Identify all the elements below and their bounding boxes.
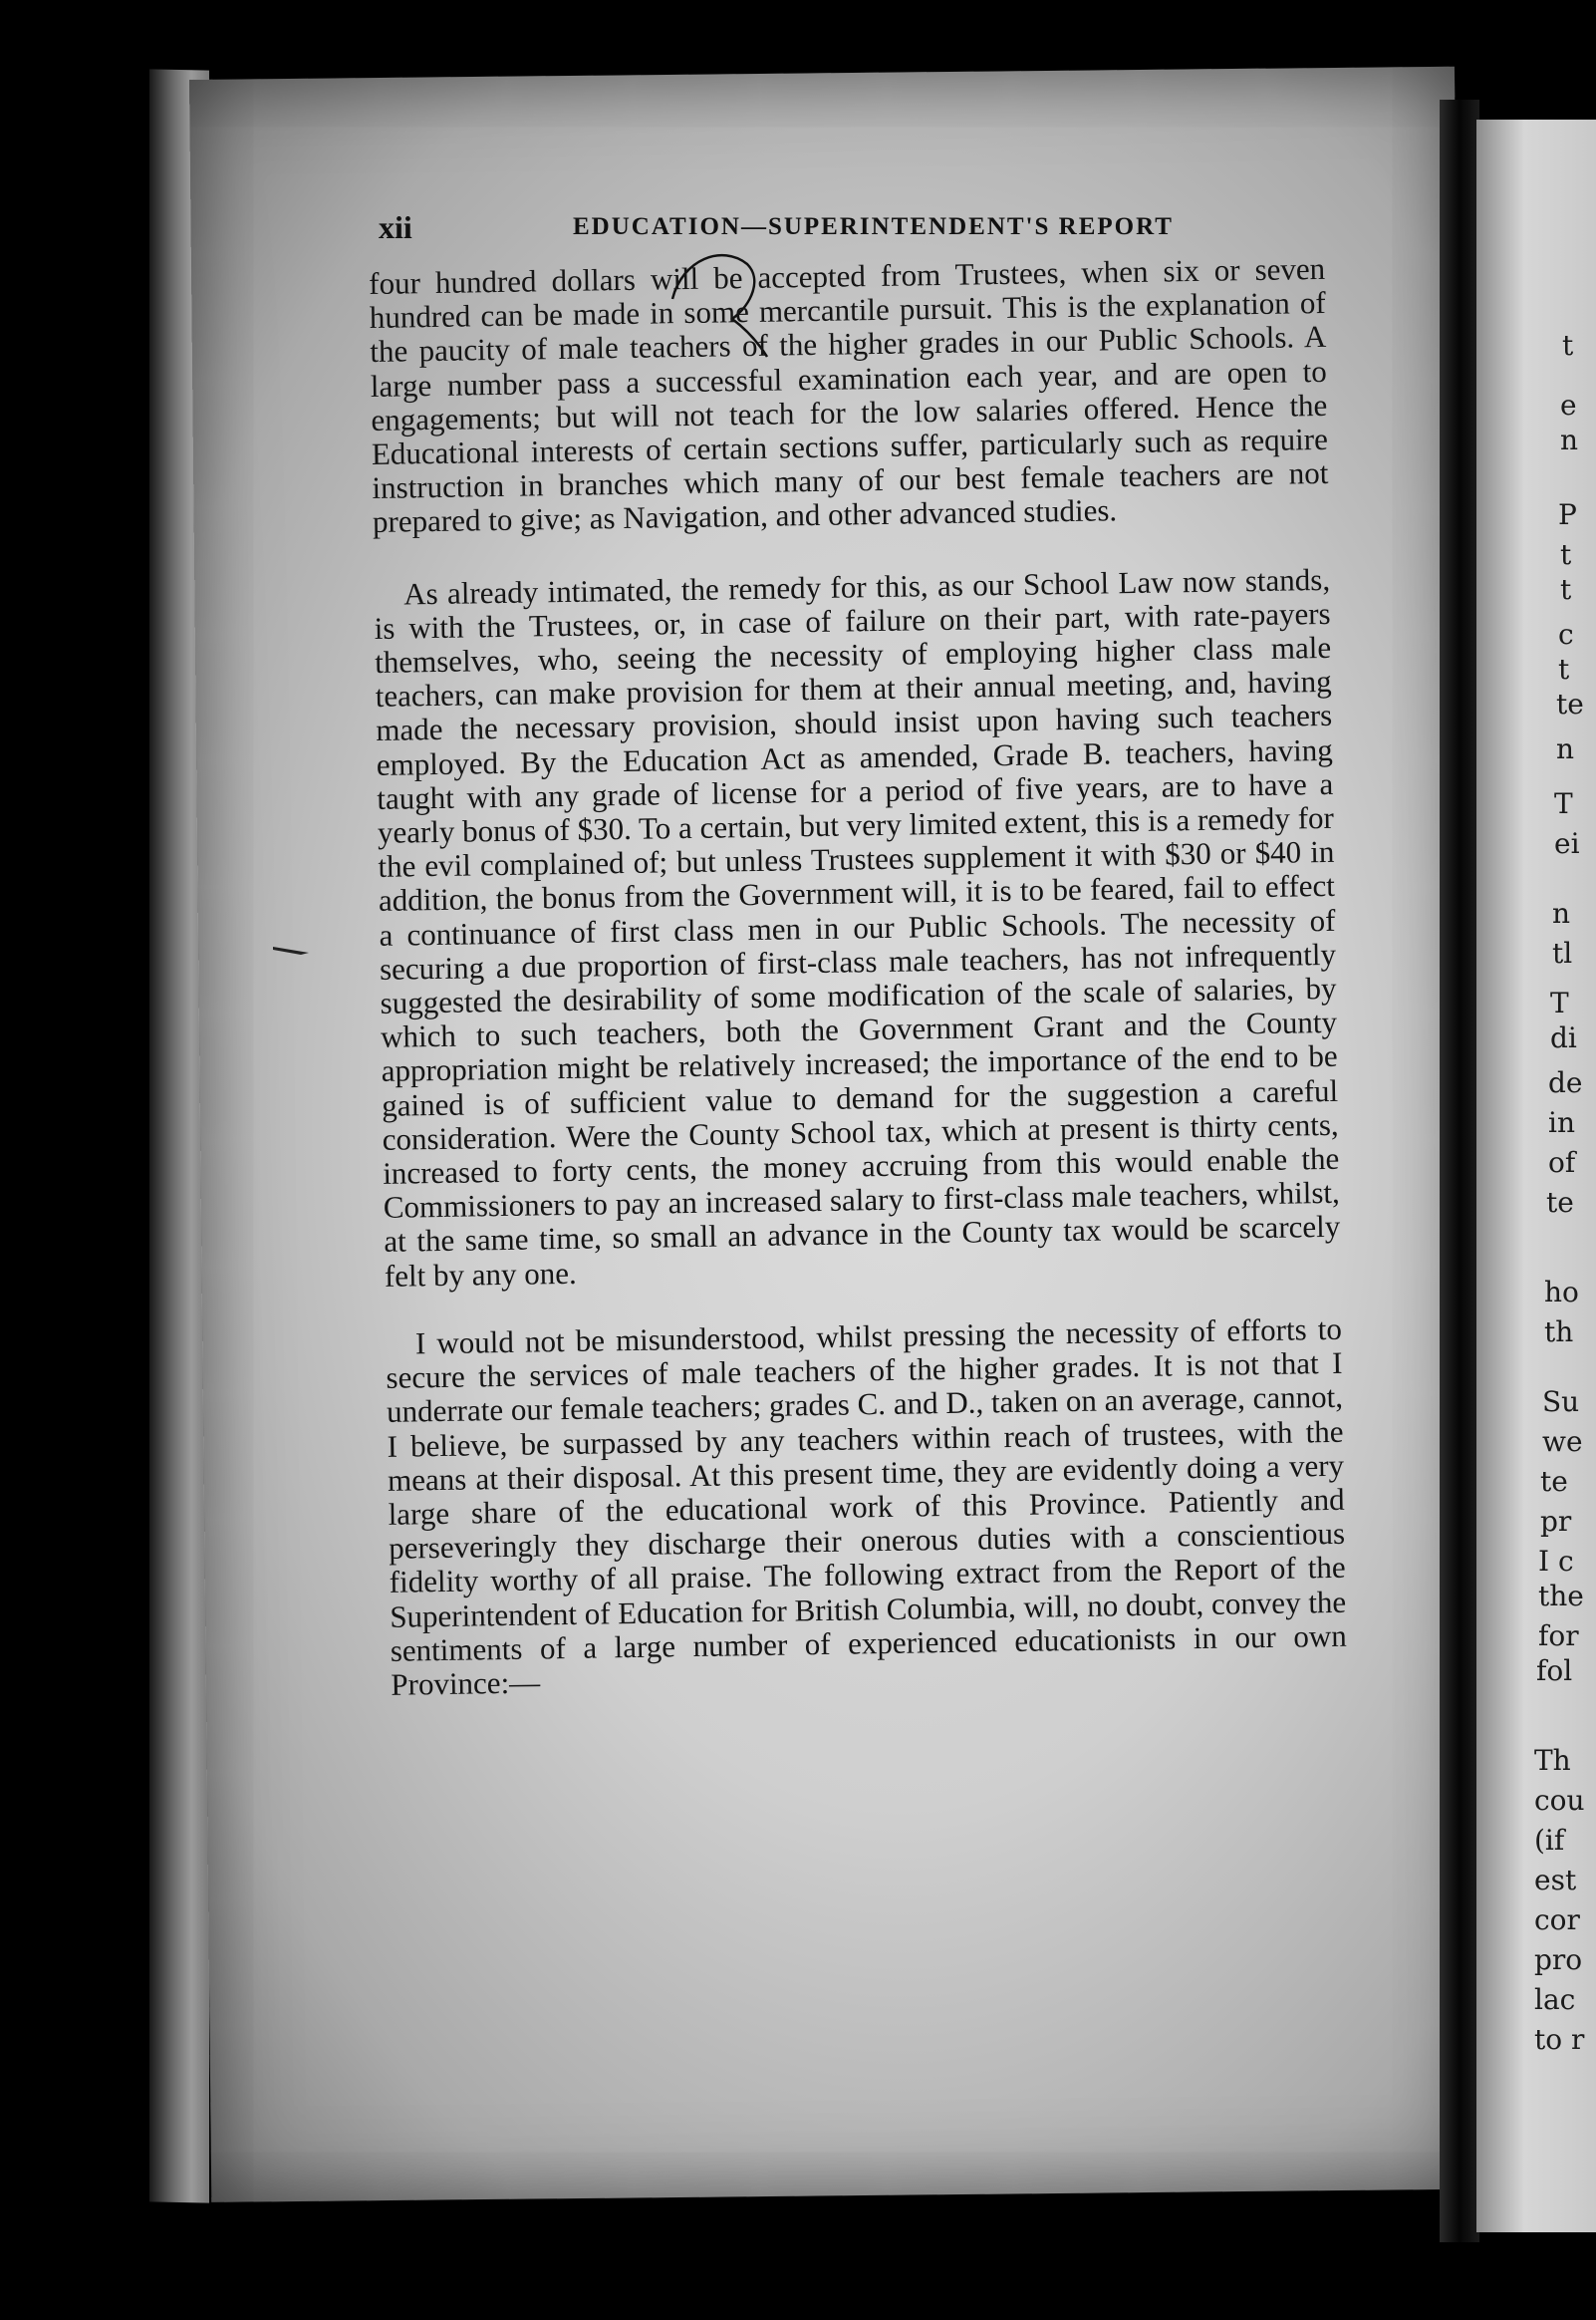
- body-text: [369, 252, 1348, 1702]
- adjacent-page-fragment: t: [1560, 573, 1572, 606]
- adjacent-page-fragment: P: [1558, 498, 1577, 531]
- page-number: xii: [379, 209, 412, 245]
- adjacent-page-fragment: ho: [1544, 1276, 1579, 1308]
- adjacent-page-fragment: c: [1558, 618, 1574, 651]
- adjacent-page-fragment: n: [1552, 897, 1571, 930]
- adjacent-page-fragment: for: [1538, 1619, 1579, 1652]
- page-gutter-shadow: [1440, 100, 1479, 2242]
- adjacent-page-fragment: te: [1540, 1465, 1568, 1498]
- adjacent-page-fragment: pr: [1540, 1505, 1572, 1538]
- paragraph-2: As already intimated, the remedy for this, as our School Law now stands, is with the Trustees, or, in case of failure on their part, with rate-payers themselves, who, seeing the necessity of employing higher class male teachers, can make provision for them at their annual meeting, and, having made the necessary provision, should insist upon having such teachers employed. By the Education Act as amended, Grade B. teachers, having taught with any grade of license for a period of five years, are to have a yearly bonus of $30. To a certain, but very limited extent, this is a remedy for the evil complained of; but unless Trustees supplement it with $30 or $40 in addition, the bonus from the Government will, it is to be feared, fail to effect a continuance of first class men in our Public Schools. The necessity of securing a due proportion of first-class male teachers, has not infrequently suggested the desirability of some modification of the scale of salaries, by which to such teachers, both the Government Grant and the County appropriation might be relatively increased; the importance of the end to be gained is of sufficient value to demand for the suggestion a careful consideration. Were the County School tax, which at present is thirty cents, increased to forty cents, the money accruing from this would enable the Commissioners to pay an increased salary to first-class male teachers, whilst, at the same time, so small an advance in the County tax would be scarcely felt by any one.: [374, 561, 1341, 1294]
- adjacent-page-fragment: t: [1560, 538, 1572, 571]
- adjacent-page-fragment: I c: [1538, 1545, 1574, 1578]
- adjacent-page-fragment: t: [1558, 653, 1570, 686]
- adjacent-page-fragment: ei: [1554, 827, 1580, 860]
- adjacent-page-fragment: lac: [1534, 1983, 1576, 2016]
- adjacent-page-fragment: Th: [1534, 1744, 1571, 1777]
- adjacent-page-fragment: pro: [1534, 1943, 1583, 1976]
- adjacent-page-fragment: (if: [1534, 1824, 1565, 1857]
- adjacent-page-fragment: th: [1544, 1315, 1574, 1348]
- adjacent-page-fragment: e: [1560, 389, 1577, 422]
- adjacent-page-fragment: te: [1556, 688, 1584, 721]
- adjacent-page-fragment: tl: [1552, 937, 1573, 970]
- adjacent-page-fragment: to r: [1534, 2023, 1585, 2056]
- adjacent-page-fragment: of: [1548, 1146, 1576, 1179]
- adjacent-page-fragment: di: [1550, 1021, 1577, 1054]
- adjacent-page-fragment: T: [1554, 787, 1573, 820]
- adjacent-page-fragment: de: [1548, 1066, 1583, 1099]
- running-head: EDUCATION—SUPERINTENDENT'S REPORT: [573, 213, 1174, 240]
- adjacent-page-fragment: cou: [1534, 1784, 1585, 1817]
- adjacent-page-fragment: Su: [1542, 1385, 1580, 1418]
- adjacent-page-text-fragments: [1534, 0, 1594, 2320]
- adjacent-page-fragment: t: [1562, 329, 1574, 362]
- page-header: [379, 209, 1375, 249]
- adjacent-page-fragment: n: [1560, 424, 1579, 456]
- margin-pointer-icon: [271, 943, 311, 957]
- adjacent-page-fragment: the: [1538, 1580, 1584, 1612]
- paragraph-3: I would not be misunderstood, whilst pressing the necessity of efforts to secure the services of male teachers of the higher grades. It is not that I underrate our female teachers; grades C. and D., taken on an average, cannot, I believe, be surpassed by any teachers within reach of trustees, with the means at their disposal. At this present time, they are evidently doing a very large share of the educational work of this Province. Patiently and perseveringly they discharge their onerous duties with a conscientious fidelity worthy of all praise. The following extract from the Report of the Superintendent of Education for British Columbia, will, no doubt, convey the sentiments of a large number of experienced educationists in our own Province:—: [386, 1310, 1347, 1702]
- adjacent-page-fragment: T: [1550, 987, 1569, 1019]
- adjacent-page-fragment: in: [1548, 1106, 1575, 1139]
- adjacent-page-fragment: fol: [1536, 1654, 1573, 1687]
- adjacent-page-fragment: n: [1556, 732, 1575, 765]
- adjacent-page-fragment: cor: [1534, 1903, 1580, 1936]
- paragraph-1: four hundred dollars will be accepted from Trustees, when six or seven hundred can be made in some mercantile pursuit. This is the explanation of the paucity of male teachers of the higher grades in our Public Schools. A large number pass a successful examination each year, and are open to engagements; but will not teach for the low salaries offered. Hence the Educational interests of certain sections suffer, particularly such as require instruction in branches which many of our best female teachers are not prepared to give; as Navigation, and other advanced studies.: [368, 250, 1329, 540]
- adjacent-page-fragment: est: [1534, 1864, 1577, 1896]
- adjacent-page-fragment: we: [1542, 1425, 1583, 1458]
- adjacent-page-fragment: te: [1546, 1186, 1574, 1219]
